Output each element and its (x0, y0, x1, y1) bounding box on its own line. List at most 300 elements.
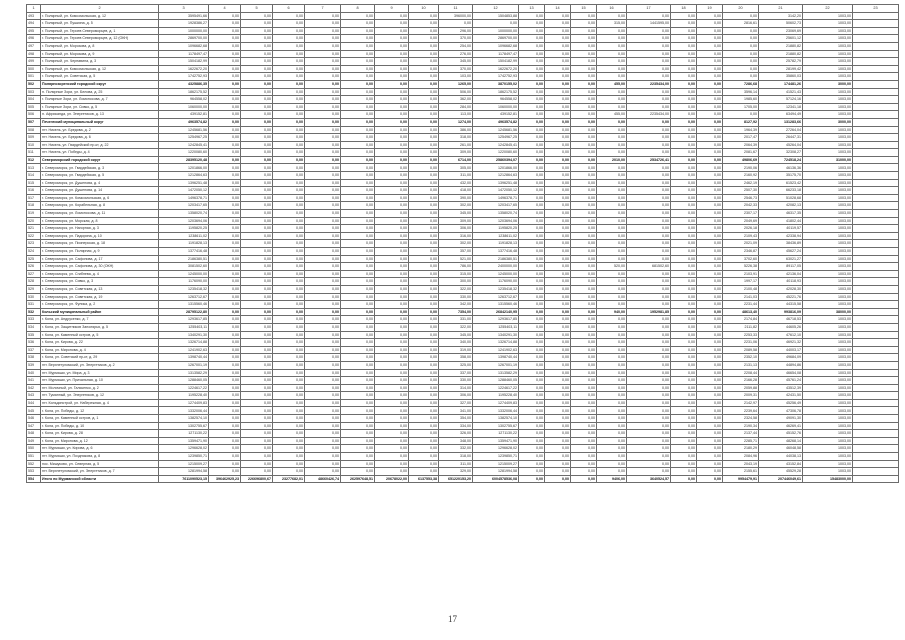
value-cell: 0,00 (545, 316, 571, 324)
value-cell: 0,00 (273, 346, 305, 354)
value-cell: 964558,02 (159, 96, 209, 104)
table-row (27, 149, 899, 157)
value-cell: 0,00 (627, 407, 671, 415)
value-cell: 0,00 (409, 453, 439, 461)
value-cell (853, 80, 899, 88)
value-cell: 0,00 (671, 240, 697, 248)
value-cell: 28795122,80 (159, 308, 209, 316)
value-cell (853, 384, 899, 392)
value-cell: 0,00 (697, 35, 723, 43)
table-row (27, 42, 899, 50)
value-cell (853, 248, 899, 256)
value-cell: 1255403,11 (473, 323, 519, 331)
table-row (27, 445, 899, 453)
value-cell: 1265,00 (439, 80, 473, 88)
value-cell: 0,00 (597, 225, 627, 233)
value-cell (853, 134, 899, 142)
value-cell (853, 156, 899, 164)
value-cell: 327,00 (439, 399, 473, 407)
value-cell (853, 293, 899, 301)
value-cell: 0,00 (597, 50, 627, 58)
table-row (27, 103, 899, 111)
value-cell: 0,00 (597, 422, 627, 430)
value-cell: 0,00 (375, 316, 409, 324)
value-cell: 1203417,65 (473, 202, 519, 210)
value-cell: 2816,61 (723, 20, 759, 28)
value-cell: 1178497,47 (473, 50, 519, 58)
value-cell: 432,00 (439, 179, 473, 187)
value-cell: 3870155,02 (473, 80, 519, 88)
value-cell: 0,00 (697, 285, 723, 293)
value-cell: 0,00 (305, 187, 341, 195)
value-cell: 0,00 (627, 339, 671, 347)
value-cell: 2166,28 (723, 377, 759, 385)
value-cell (853, 118, 899, 126)
value-cell: 0,00 (375, 12, 409, 20)
table-row (27, 301, 899, 309)
value-cell: 0,00 (305, 88, 341, 96)
value-cell: 0,00 (597, 210, 627, 218)
value-cell: 0,00 (545, 12, 571, 20)
value-cell (853, 88, 899, 96)
value-cell: 2010,00 (597, 156, 627, 164)
value-cell: 40118,93 (759, 278, 803, 286)
value-cell: 0,00 (375, 50, 409, 58)
value-cell: 1003,00 (803, 141, 853, 149)
value-cell: 0,00 (409, 164, 439, 172)
value-cell: 993816,09 (759, 308, 803, 316)
value-cell: 0,00 (341, 255, 375, 263)
address-cell: пгт. Верхнетуломский, ул. Энергетиков, д. 7 (41, 468, 159, 476)
value-cell: 2042,33 (723, 202, 759, 210)
value-cell: 1003,00 (803, 225, 853, 233)
value-cell: 0,00 (209, 187, 241, 195)
row-number: 508 (27, 126, 41, 134)
value-cell: 0,00 (341, 179, 375, 187)
value-cell: 0,00 (241, 73, 273, 81)
value-cell: 0,00 (571, 12, 597, 20)
value-cell: 0,00 (241, 42, 273, 50)
value-cell: 0,00 (273, 96, 305, 104)
value-cell: 0,00 (305, 141, 341, 149)
value-cell: 0,00 (545, 80, 571, 88)
value-cell: 2043,19 (723, 460, 759, 468)
row-number: 517 (27, 194, 41, 202)
value-cell: 0,00 (571, 126, 597, 134)
value-cell: 724518,24 (759, 156, 803, 164)
value-cell: 0,00 (571, 430, 597, 438)
value-cell: 9406,00 (597, 475, 627, 483)
value-cell: 0,00 (305, 453, 341, 461)
value-cell: 0,00 (409, 88, 439, 96)
value-cell: 0,00 (571, 392, 597, 400)
value-cell: 0,00 (409, 278, 439, 286)
value-cell (853, 255, 899, 263)
value-cell: 0,00 (697, 27, 723, 35)
value-cell: 1003,00 (803, 134, 853, 142)
row-number: 521 (27, 225, 41, 233)
value-cell: 66233,18 (759, 187, 803, 195)
value-cell: 0,00 (597, 293, 627, 301)
value-cell: 3595491,66 (159, 12, 209, 20)
value-cell: 1964,39 (723, 126, 759, 134)
value-cell: 396000,00 (439, 12, 473, 20)
value-cell: 1396251,48 (159, 179, 209, 187)
value-cell: 113,00 (439, 111, 473, 119)
value-cell: 0,00 (209, 331, 241, 339)
value-cell: 226696800,67 (241, 475, 273, 483)
value-cell: 0,00 (571, 217, 597, 225)
value-cell: 0,00 (375, 156, 409, 164)
value-cell: 0,00 (627, 301, 671, 309)
value-cell: 0,00 (519, 232, 545, 240)
value-cell: 15483000,00 (803, 475, 853, 483)
value-cell: 0,00 (273, 270, 305, 278)
value-cell: 0,00 (723, 58, 759, 66)
value-cell: 51028,68 (759, 194, 803, 202)
value-cell: 0,00 (697, 316, 723, 324)
row-number: 533 (27, 316, 41, 324)
value-cell: 2026,18 (723, 225, 759, 233)
value-cell: 0,00 (305, 316, 341, 324)
value-cell: 0,00 (273, 179, 305, 187)
value-cell: 0,00 (341, 73, 375, 81)
value-cell: 0,00 (241, 225, 273, 233)
value-cell: 0,00 (375, 202, 409, 210)
value-cell: 0,00 (545, 255, 571, 263)
value-cell: 2239,64 (723, 407, 759, 415)
address-cell: г. Североморск, ул. Гвардейская, д. 3 (41, 164, 159, 172)
value-cell: 0,00 (375, 88, 409, 96)
value-cell: 0,00 (571, 285, 597, 293)
value-cell: 0,00 (545, 42, 571, 50)
value-cell: 0,00 (671, 232, 697, 240)
value-cell: 0,00 (571, 65, 597, 73)
value-cell: 0,00 (571, 468, 597, 476)
value-cell: 0,00 (305, 369, 341, 377)
value-cell: 0,00 (697, 453, 723, 461)
value-cell: 0,00 (627, 278, 671, 286)
value-cell (853, 42, 899, 50)
value-cell: 0,00 (241, 430, 273, 438)
value-cell: 0,00 (545, 285, 571, 293)
row-number: 529 (27, 285, 41, 293)
value-cell: 0,00 (671, 285, 697, 293)
value-cell: 42028,30 (759, 285, 803, 293)
value-cell (853, 346, 899, 354)
value-cell: 0,00 (305, 225, 341, 233)
value-cell: 0,00 (597, 202, 627, 210)
value-cell: 0,00 (409, 50, 439, 58)
value-cell: 0,00 (341, 339, 375, 347)
value-cell: 0,00 (571, 331, 597, 339)
value-cell: 1003,00 (803, 430, 853, 438)
table-row (27, 278, 899, 286)
value-cell: 28395120,48 (159, 156, 209, 164)
value-cell: 0,00 (697, 354, 723, 362)
value-cell: 0,00 (273, 58, 305, 66)
row-number: 497 (27, 42, 41, 50)
row-number: 531 (27, 301, 41, 309)
value-cell: 306,00 (439, 225, 473, 233)
value-cell: 0,00 (571, 210, 597, 218)
value-cell: 0,00 (545, 301, 571, 309)
value-cell: 45627,24 (759, 248, 803, 256)
value-cell: 300,00 (439, 278, 473, 286)
address-cell: г. Североморск, ул. Ломоносова, д. 11 (41, 210, 159, 218)
value-cell: 0,00 (341, 12, 375, 20)
address-cell: Кольский муниципальный район (41, 308, 159, 316)
value-cell: 41802,44 (759, 217, 803, 225)
value-cell: 0,00 (697, 445, 723, 453)
value-cell: 0,00 (627, 285, 671, 293)
value-cell: 0,00 (305, 172, 341, 180)
value-cell: 0,00 (571, 149, 597, 157)
row-number: 535 (27, 331, 41, 339)
value-cell: 0,00 (627, 453, 671, 461)
value-cell: 0,00 (519, 58, 545, 66)
value-cell: 0,00 (375, 377, 409, 385)
value-cell: 0,00 (409, 149, 439, 157)
value-cell: 1191828,13 (473, 240, 519, 248)
row-number: 502 (27, 80, 41, 88)
value-cell: 0,00 (571, 339, 597, 347)
value-cell: 0,00 (519, 453, 545, 461)
value-cell: 0,00 (545, 354, 571, 362)
value-cell (853, 263, 899, 271)
table-row (27, 88, 899, 96)
value-cell: 0,00 (519, 263, 545, 271)
value-cell: 0,00 (341, 156, 375, 164)
value-cell: 0,00 (241, 103, 273, 111)
value-cell: 0,00 (545, 384, 571, 392)
value-cell: 0,00 (545, 339, 571, 347)
value-cell: 314,00 (439, 384, 473, 392)
value-cell: 651220153,20 (439, 475, 473, 483)
value-cell: 0,00 (273, 263, 305, 271)
value-cell: 2400000,00 (473, 263, 519, 271)
value-cell: 1003,00 (803, 248, 853, 256)
value-cell: 1003,00 (803, 88, 853, 96)
value-cell: 0,00 (697, 392, 723, 400)
value-cell: 0,00 (273, 361, 305, 369)
value-cell: 0,00 (597, 164, 627, 172)
address-cell: г. Кола, ул. Защитников Заполярья, д. 5 (41, 323, 159, 331)
value-cell: 0,00 (209, 194, 241, 202)
value-cell: 0,00 (409, 369, 439, 377)
value-cell: 1862175,52 (159, 88, 209, 96)
value-cell: 0,00 (375, 430, 409, 438)
table-row (27, 73, 899, 81)
table-row (27, 460, 899, 468)
value-cell: 0,00 (409, 415, 439, 423)
table-row (27, 27, 899, 35)
value-cell: 2017,47 (723, 134, 759, 142)
value-cell: 0,00 (519, 384, 545, 392)
value-cell: 0,00 (209, 65, 241, 73)
value-cell: 0,00 (519, 210, 545, 218)
value-cell: 0,00 (409, 126, 439, 134)
value-cell (853, 96, 899, 104)
value-cell: 0,00 (671, 103, 697, 111)
value-cell: 9954479,91 (723, 475, 759, 483)
row-number: 504 (27, 96, 41, 104)
value-cell: 0,00 (571, 50, 597, 58)
value-cell: 0,00 (273, 172, 305, 180)
value-cell: 0,00 (697, 149, 723, 157)
value-cell: 0,00 (671, 369, 697, 377)
value-cell (853, 339, 899, 347)
value-cell: 0,00 (273, 255, 305, 263)
value-cell: 0,00 (375, 255, 409, 263)
value-cell: 1003,00 (803, 202, 853, 210)
value-cell: 0,00 (671, 377, 697, 385)
value-cell: 0,00 (597, 339, 627, 347)
value-cell: 0,00 (273, 73, 305, 81)
value-cell: 1003,00 (803, 468, 853, 476)
value-cell: 0,00 (273, 437, 305, 445)
value-cell: 0,00 (571, 445, 597, 453)
table-row (27, 293, 899, 301)
value-cell: 3640524,57 (627, 475, 671, 483)
address-cell: г. Кола, ул. Андрусенко, д. 7 (41, 316, 159, 324)
value-cell (853, 453, 899, 461)
value-cell: 0,00 (519, 156, 545, 164)
value-cell: 0,00 (545, 73, 571, 81)
value-cell: 0,00 (671, 308, 697, 316)
value-cell: 0,00 (241, 202, 273, 210)
address-cell: г. Полярный, ул. Морозова, д. 9 (41, 50, 159, 58)
value-cell: 0,00 (375, 384, 409, 392)
value-cell: 0,00 (671, 415, 697, 423)
value-cell: 0,00 (571, 58, 597, 66)
value-cell: 322,00 (439, 323, 473, 331)
value-cell: 0,00 (671, 88, 697, 96)
value-cell: 302,00 (439, 240, 473, 248)
value-cell: 0,00 (241, 331, 273, 339)
value-cell: 0,00 (305, 194, 341, 202)
value-cell: 0,00 (341, 27, 375, 35)
value-cell: 0,00 (375, 20, 409, 28)
value-cell: 5226,38 (723, 263, 759, 271)
value-cell: 0,00 (671, 164, 697, 172)
value-cell: 315,00 (439, 270, 473, 278)
value-cell: 0,00 (571, 42, 597, 50)
value-cell: 0,00 (697, 415, 723, 423)
value-cell (853, 20, 899, 28)
value-cell: 0,00 (241, 141, 273, 149)
value-cell: 0,00 (241, 35, 273, 43)
value-cell: 0,00 (519, 278, 545, 286)
value-cell: 0,00 (375, 73, 409, 81)
value-cell: 254,00 (439, 42, 473, 50)
value-cell: 0,00 (571, 270, 597, 278)
value-cell: 0,00 (209, 50, 241, 58)
value-cell: 0,00 (273, 111, 305, 119)
value-cell: 1003,00 (803, 27, 853, 35)
value-cell: 329,00 (439, 468, 473, 476)
value-cell: 1622672,20 (473, 65, 519, 73)
table-row (27, 232, 899, 240)
value-cell: 1003,00 (803, 35, 853, 43)
value-cell: 0,00 (519, 27, 545, 35)
value-cell: 0,00 (273, 468, 305, 476)
value-cell: 0,00 (723, 27, 759, 35)
value-cell: 0,00 (597, 42, 627, 50)
value-cell: 1496378,71 (159, 194, 209, 202)
value-cell: 2190,34 (723, 422, 759, 430)
value-cell: 0,00 (545, 232, 571, 240)
value-cell: 0,00 (341, 369, 375, 377)
value-cell: 0,00 (545, 331, 571, 339)
value-cell: 0,00 (519, 369, 545, 377)
value-cell: 0,00 (545, 58, 571, 66)
value-cell: 276,00 (439, 50, 473, 58)
value-cell: 0,00 (571, 301, 597, 309)
value-cell: 1281994,58 (473, 468, 519, 476)
value-cell: 0,00 (627, 35, 671, 43)
value-cell: 0,00 (273, 392, 305, 400)
value-cell (853, 232, 899, 240)
value-cell: 0,00 (545, 149, 571, 157)
value-cell: 0,00 (545, 202, 571, 210)
value-cell: 0,00 (671, 50, 697, 58)
value-cell: 28199,42 (759, 65, 803, 73)
value-cell: 1176090,00 (473, 278, 519, 286)
value-cell: 0,00 (571, 316, 597, 324)
value-cell: 0,00 (597, 88, 627, 96)
value-cell: 0,00 (409, 27, 439, 35)
value-cell: 0,00 (241, 422, 273, 430)
value-cell: 46136,36 (759, 164, 803, 172)
value-cell: 0,00 (571, 103, 597, 111)
value-cell: 0,00 (305, 35, 341, 43)
value-cell (853, 270, 899, 278)
value-cell: 1003,00 (803, 323, 853, 331)
value-cell: 0,00 (273, 35, 305, 43)
value-cell: 2235434,00 (627, 111, 671, 119)
value-cell: 4325886,35 (159, 80, 209, 88)
value-cell: 0,00 (241, 50, 273, 58)
value-cell: 0,00 (209, 255, 241, 263)
value-cell: 0,00 (697, 58, 723, 66)
value-cell: 0,00 (341, 232, 375, 240)
value-cell: 49806,69 (723, 156, 759, 164)
table-row (27, 240, 899, 248)
value-cell: 1288460,05 (159, 377, 209, 385)
value-cell: 0,00 (723, 73, 759, 81)
value-cell: 0,00 (597, 316, 627, 324)
table-row (27, 172, 899, 180)
value-cell: 2208,44 (723, 369, 759, 377)
column-header: 22 (803, 5, 853, 13)
row-number: 553 (27, 468, 41, 476)
value-cell (853, 331, 899, 339)
value-cell: 0,00 (571, 453, 597, 461)
value-cell: 1195228,40 (473, 392, 519, 400)
value-cell: 1003,00 (803, 399, 853, 407)
value-cell: 0,00 (697, 361, 723, 369)
row-number: 493 (27, 12, 41, 20)
value-cell: 0,00 (697, 164, 723, 172)
value-cell (853, 278, 899, 286)
row-number: 507 (27, 118, 41, 126)
value-cell: 0,00 (341, 285, 375, 293)
value-cell: 0,00 (627, 377, 671, 385)
value-cell: 0,00 (209, 415, 241, 423)
value-cell: 0,00 (241, 217, 273, 225)
value-cell: 348,00 (439, 437, 473, 445)
